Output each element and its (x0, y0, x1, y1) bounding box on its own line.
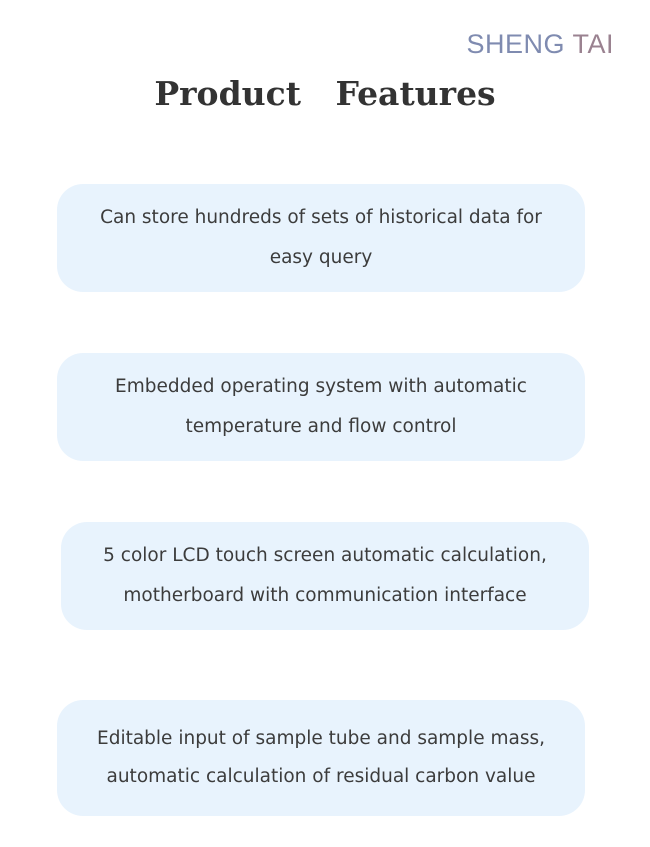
feature-text-line1: 5 color LCD touch screen automatic calculation, (103, 545, 547, 566)
feature-text-line2: automatic calculation of residual carbon value (106, 766, 536, 787)
feature-text (115, 367, 527, 447)
feature-text (100, 198, 542, 278)
feature-text-line1: Editable input of sample tube and sample mass, (97, 728, 545, 749)
feature-text-line2: motherboard with communication interface (123, 585, 527, 606)
feature-card-embedded-os (57, 353, 585, 461)
feature-card-lcd-touch-screen (61, 522, 589, 630)
feature-card-historical-data (57, 184, 585, 292)
feature-text (103, 536, 547, 616)
feature-text (97, 720, 545, 796)
brand-logo (466, 28, 614, 60)
feature-card-editable-input (57, 700, 585, 816)
feature-text-line2: easy query (269, 247, 373, 268)
feature-text-line2: temperature and flow control (185, 416, 457, 437)
feature-text-line1: Can store hundreds of sets of historical data for (100, 207, 542, 228)
page-title: Product Features (154, 74, 496, 113)
feature-text-line1: Embedded operating system with automatic (115, 376, 527, 397)
brand-word-sheng: SHENG (466, 29, 565, 59)
brand-word-tai: TAI (572, 29, 614, 59)
